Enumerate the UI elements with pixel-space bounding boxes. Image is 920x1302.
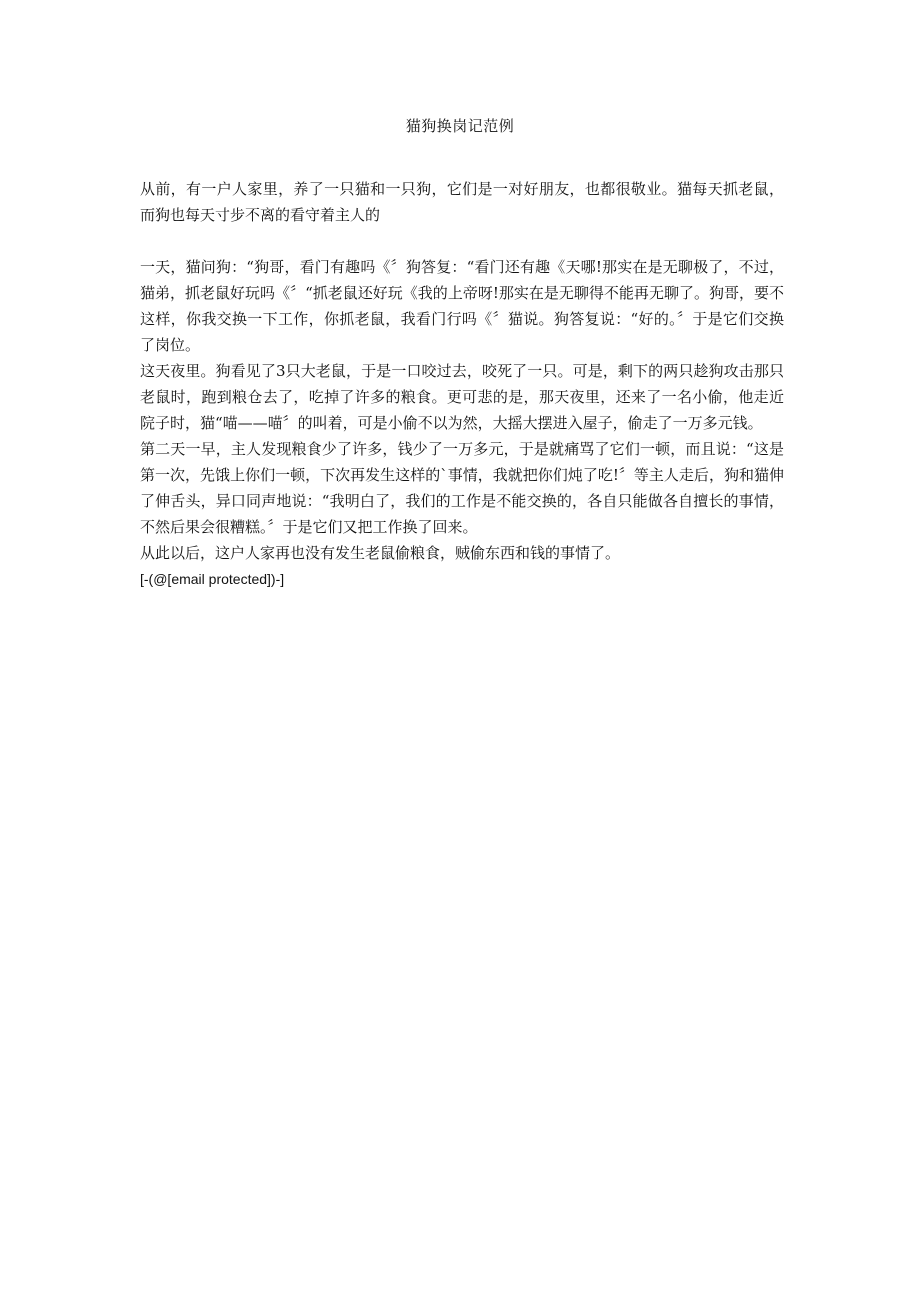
paragraph-night: 这天夜里。狗看见了3只大老鼠，于是一口咬过去，咬死了一只。可是，剩下的两只趁狗攻击那只老鼠时，跑到粮仓去了，吃掉了许多的粮食。更可悲的是，那天夜里，还来了一名小偷，他走近院子时，猫“喵——喵〞的叫着，可是小偷不以为然，大摇大摆进入屋子，偷走了一万多元钱。	[140, 362, 784, 432]
document-title: 猫狗换岗记范例	[405, 117, 515, 135]
paragraph-dialogue: 一天，猫问狗：“狗哥，看门有趣吗《〞狗答复：“看门还有趣《天哪!那实在是无聊极了，不过，猫弟，抓老鼠好玩吗《〞“抓老鼠还好玩《我的上帝呀!那实在是无聊得不能再无聊了。狗哥，要不这样，你我交换一下工作，你抓老鼠，我看门行吗《〞猫说。狗答复说：“好的。〞于是它们交换了岗位。	[140, 258, 784, 354]
paragraph-intro: 从前，有一户人家里，养了一只猫和一只狗，它们是一对好朋友，也都很敬业。猫每天抓老鼠，而狗也每天寸步不离的看守着主人的	[140, 180, 784, 224]
document-body	[140, 176, 784, 592]
paragraph-ending: 从此以后，这户人家再也没有发生老鼠偷粮食，贼偷东西和钱的事情了。	[140, 544, 621, 562]
paragraph-next-morning: 第二天一早，主人发现粮食少了许多，钱少了一万多元，于是就痛骂了它们一顿，而且说：“这是第一次，先饿上你们一顿，下次再发生这样的`事情，我就把你们炖了吃!〞等主人走后，狗和猫伸了伸舌头，异口同声地说：“我明白了，我们的工作是不能交换的，各自只能做各自擅长的事情，不然后果会很糟糕。〞于是它们又把工作换了回来。	[140, 440, 784, 536]
footer-text: [-(@[email protected])-]	[140, 571, 285, 587]
paragraph-gap	[140, 228, 784, 254]
